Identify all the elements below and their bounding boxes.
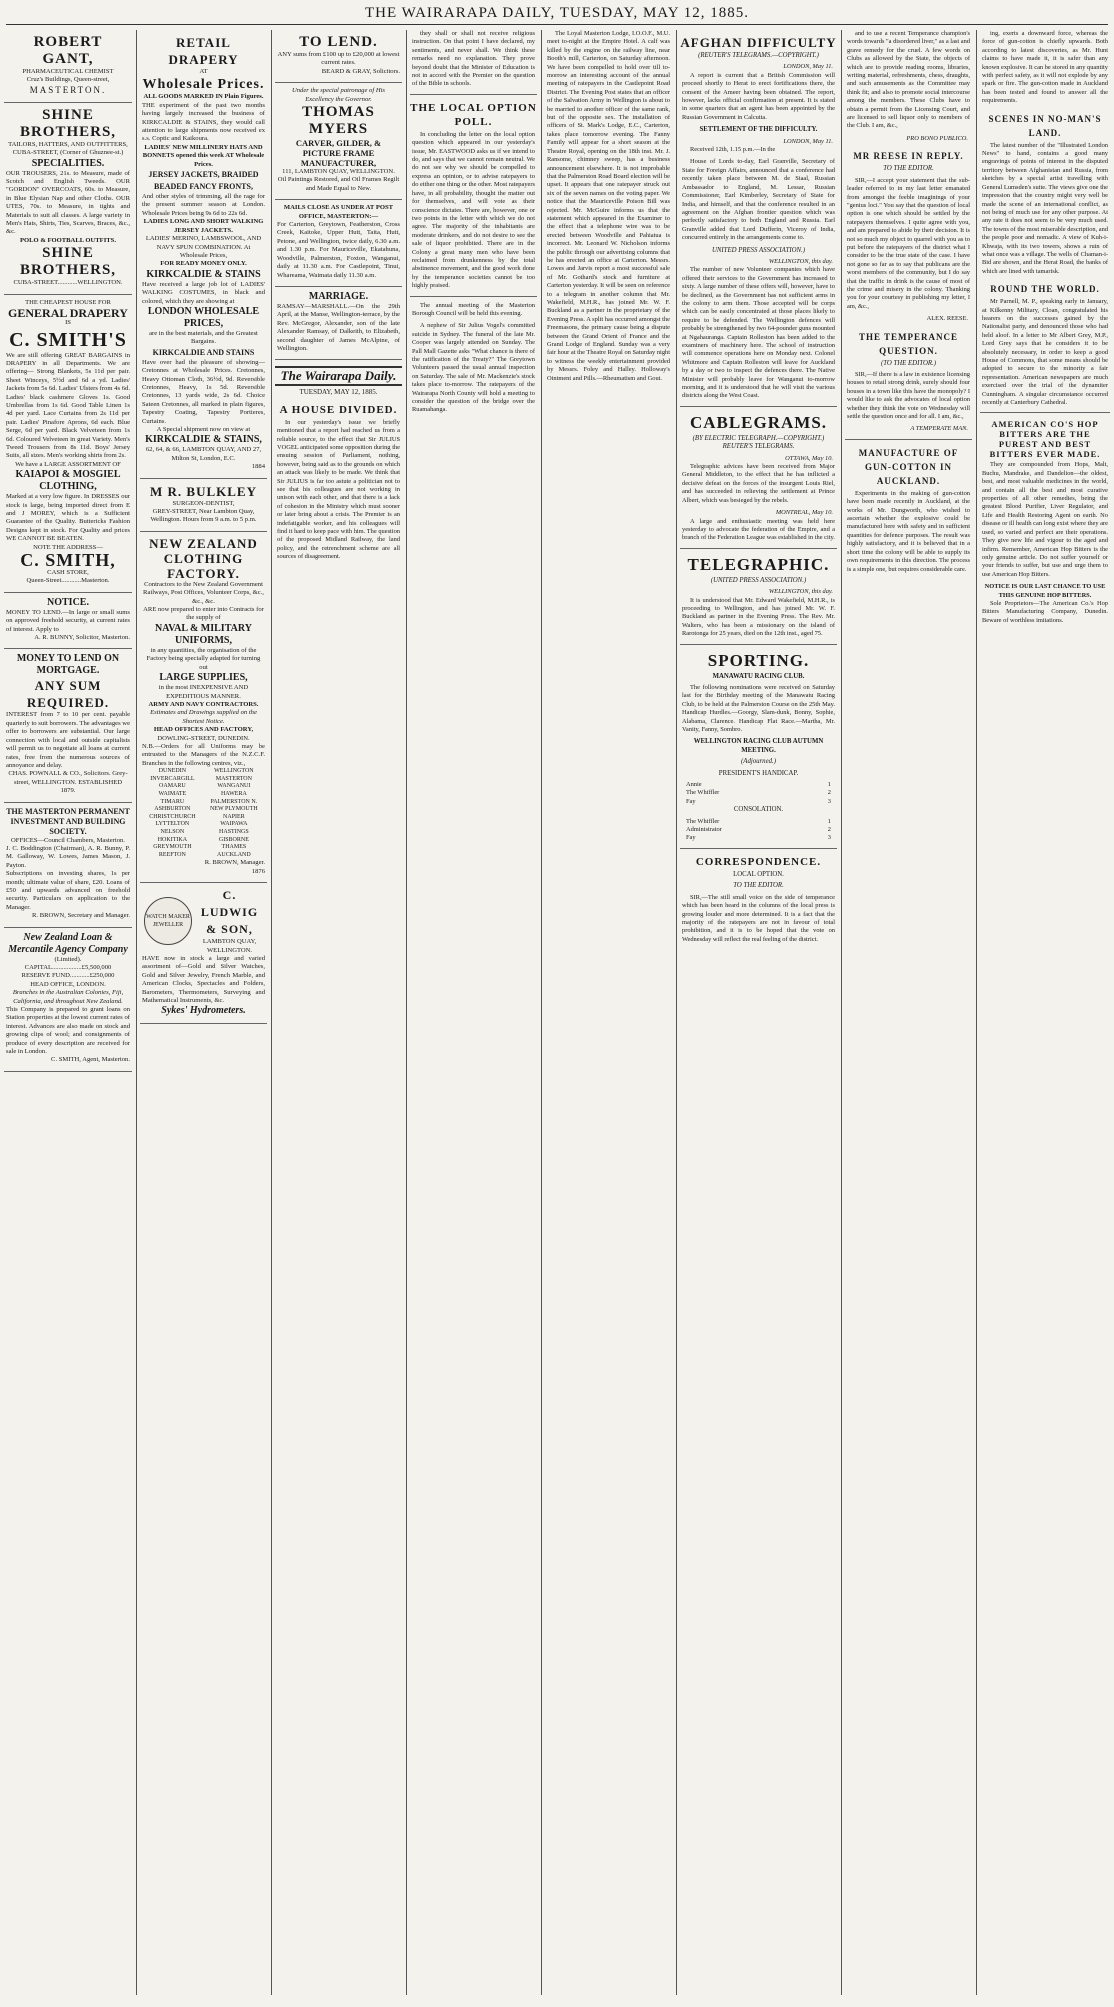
manawatu-title: MANAWATU RACING CLUB.	[712, 672, 805, 680]
column-rule	[676, 30, 677, 1995]
marriage-notice	[275, 287, 402, 360]
retail-at: AT	[199, 68, 208, 75]
divider	[680, 548, 837, 549]
cheapest-house: THE CHEAPEST HOUSE FOR	[25, 298, 111, 306]
divider	[680, 406, 837, 407]
gun-cotton-title: MANUFACTURE OF GUN-COTTON IN AUCKLAND.	[858, 447, 959, 486]
volunteer-text: The number of new Volunteer companies which have offered their services to the Government has increased to sixty. A large number of these offers will, however, have to be declined, as the Government has not sufficient arms in the colony to arm them. Those accepted will be corps which can be easily concentrated at those places likely to require to be defended. The Wellington defences will probably be strengthened by two 64-pounder guns mounted at Ngahauranga. Captain Rolleston has been added to the examiners of machinery here. The school of instruction will commence operations here on Monday next. Colonel Whitmore and Captain Rolleston will leave for Auckland by a day or two to inspect the defences there. The Native Minister will probably leave for Wanganui to-morrow morning, and it is understood that he will visit the various districts along the West Coast.	[682, 266, 835, 400]
ludwig-header	[142, 887, 265, 955]
building-society-advert	[4, 803, 132, 928]
cable-text: Telegraphic advices have been received from Major General Middleton, to the effect that he has inflicted a decisive defeat on the forces of the insurgent Louis Riel, and has succeeded in relieving the settlement at Prince Albert, which was besieged by the rebels.	[682, 463, 835, 504]
naval-text: in any quantities, the organisation of the Factory being specially adapted for turning out	[146, 646, 261, 671]
correspondence-title: CORRESPONDENCE.	[695, 855, 822, 868]
smith-advert	[4, 295, 132, 593]
column-5	[545, 30, 672, 1995]
myers-sub: CARVER, GILDER, & PICTURE FRAME MANUFACTURER,	[295, 138, 382, 169]
shine-footer: CUBA-STREET............WELLINGTON.	[13, 279, 123, 287]
smith-agent: C. SMITH, Agent, Masterton.	[51, 1056, 130, 1064]
wellington-dateline-1: WELLINGTON, this day.	[768, 257, 833, 265]
year-1876: 1876	[251, 867, 265, 875]
head-offices: HEAD OFFICES AND FACTORY,	[153, 726, 254, 734]
sporting-text: The following nominations were received on Saturday last for the Birthday meeting of the Manawatu Racing Club, to be held at the Palmerston Course on the 25th May. Handicap Hurdles.—Goorgy, Slam-dunk, Bonny, Sophie, Alabama, Clarence. Handicap Flat Race.—Martha, Mr. Vanity, Fanny, Sombro.	[682, 683, 835, 733]
letter-continued: and to use a recent Temperance champion's words towards "a disordered liver," as a last and grave remedy for the cruel. A few words on Clubs as allowed by the State, the objects of which are to provide reading rooms, libraries, writing material, refreshments, chess, draughts, and such amusements as the Committee may think fit; and also to promote social intercourse among the members. These Clubs have to obtain a permit from the Licensing Court, and are licensed to sell liquor only to members of the Club. I am, &c.,	[847, 30, 970, 130]
to-lend-text: ANY sums from £100 up to £20,000 at lowest current rates.	[277, 51, 400, 67]
masthead-rule	[6, 24, 1108, 25]
london-wholesale: LONDON WHOLESALE PRICES,	[147, 305, 260, 329]
branch-town: GISBORNE	[218, 836, 249, 843]
shine-address: CUBA-STREET, (Corner of Ghuznee-st.)	[12, 149, 124, 157]
column-6	[680, 30, 837, 1995]
race-row	[680, 781, 837, 789]
nz-loan-limited: (Limited).	[54, 955, 82, 963]
race-row	[680, 818, 837, 826]
branch-town: WANGANUI	[217, 783, 251, 790]
to-lend-title: TO LEND.	[299, 34, 378, 50]
society-directors: J. C. Boddington (Chairman), A. R. Bunny, P. M. Galloway, W. Lowes, James Mason, J. Payton.	[6, 844, 130, 869]
estimates: Estimates and Drawings supplied on the Shortest Notice.	[150, 709, 257, 725]
general-drapery: GENERAL DRAPERY	[8, 306, 128, 321]
jersey-title: JERSEY JACKETS, BRAIDED BEADED FANCY FRONTS,	[148, 170, 259, 192]
wrc-title: WELLINGTON RACING CLUB AUTUMN MEETING.	[693, 738, 824, 754]
no-mans-land-title: SCENES IN NO-MAN'S LAND.	[988, 113, 1102, 138]
wellington-dateline-2: WELLINGTON, this day.	[768, 588, 833, 596]
branch-town: DUNEDIN	[158, 768, 187, 775]
marriage-text: RAMSAY—MARSHALL.—On the 29th April, at the Manse, Wellington-terrace, by the Rev. McGregor, Alexander, son of the late Alexander Ramsay, of Dalkeith, to Elizabeth, second daughter of James McAlpine, of Wellington.	[277, 302, 400, 352]
gant-town: MASTERTON.	[29, 84, 107, 95]
london-dateline-2: LONDON, May 11.	[783, 137, 833, 145]
placing: 2	[827, 789, 831, 797]
specialities-text: OUR TROUSERS, 21s. to Measure, made of Scotch and English Tweeds. OUR "GORDON" OVERCOATS, 60s. to Measure, in Blue Elysian Nap and other Cloths. OUR UTES, 70s. to Measure, in tights and Materials to suit all classes. A large variety in Men's Hats, Shirts, Ties, Scarves, Braces, &c., &c.	[6, 169, 130, 236]
notice-title: NOTICE.	[47, 596, 89, 608]
gant-address: Cruz's Buildings, Queen-street,	[26, 76, 110, 84]
large-supplies: LARGE SUPPLIES,	[159, 672, 248, 684]
column-3	[275, 30, 402, 1995]
nz-loan-reserve: RESERVE FUND............£250,000	[21, 972, 115, 980]
column-2	[140, 30, 267, 1995]
house-divided-title: A HOUSE DIVIDED.	[279, 403, 398, 416]
patronage: Under the special patronage of His Excellency the Governor.	[292, 87, 385, 103]
branch-town: WELLINGTON	[214, 768, 254, 775]
branch-town: REEFTON	[158, 851, 186, 858]
mails-notice	[275, 200, 402, 287]
money-advert	[4, 649, 132, 802]
race-row	[680, 834, 837, 842]
column-rule	[406, 30, 407, 1995]
house-divided-text: In our yesterday's issue we briefly mentioned that a report had reached us from a reliable source, to the effect that Sir JULIUS VOGEL anticipated some opposition during the ensuing session of Parliament, nothing, however, being said as to the grounds on which an attack was likely to be made. We think that Sir JULIUS is far too astute a politician not to see that his colleagues are not working in unison with each other, and that there is a lack of cohesion in the Ministry which must sooner or later bring about a crisis. The Premier is an indefatigable worker, and his colleagues will find it hard to keep pace with him. The question of the proposed Midland Railway, the land policy, and the retrenchment scheme are all sources of disagreement.	[277, 418, 400, 561]
shine-title-2: SHINE BROTHERS,	[19, 245, 117, 279]
column-rule	[136, 30, 137, 1995]
cash-store: CASH STORE,	[47, 569, 89, 577]
brown-manager: R. BROWN, Manager.	[204, 859, 265, 867]
placing: 3	[827, 834, 831, 842]
prepared: ARE now prepared to enter into Contracts for the supply of	[143, 606, 264, 622]
ludwig-advert	[140, 883, 267, 1024]
round-world-text: Mr Parnell, M. P., speaking early in January, at Kilkenny Military, Cloan, congratulated his hearers on the successes gained by the Nationalist party, and denounced those who had held aloof. In a letter to Mr Albert Grey, M.P., Lord Grey says that he considers it to be absolutely necessary, in order to keep a good House of Commons, that some means should be adopted to secure to the minority a fair representation. American newspapers are much exercised over the trial of the dynamiter Cunningham. A singular circumstance occurred recently at Canterbury Cathedral.	[982, 298, 1108, 407]
horse-name: Administrator	[686, 826, 722, 834]
ladies-millinery: LADIES' NEW MILLINERY HATS AND BONNETS opened this week AT Wholesale Prices.	[142, 143, 265, 168]
afghan-text: A report is current that a British Commission will proceed shortly to Herat to erect fortifications there, the consent of the Ameer having been obtained. The report, however, lacks official confirmation at present. It is stated in some quarters that an agent has been appointed by the Russian Government in Calcutta.	[682, 71, 835, 121]
race-row	[680, 826, 837, 834]
gun-cotton-continued: ing, exerts a downward force, whereas the force of gun-cotton is chiefly upwards. Both according to latest discoveries, as Mr. Hunt claims to have made it, it is safer than any known explosive. It can be stored in any quantity with perfect safety, as it will not explode by any spark or fire. The gun-cotton made in Auckland has been tested and found to answer all the requirements.	[982, 30, 1108, 105]
kirkcaldie-text-1: Have received a large job lot of LADIES' WALKING COSTUMES, in black and colored, which they are showing at	[142, 280, 265, 305]
to-the-editor-2: TO THE EDITOR.	[883, 165, 934, 173]
is-label: IS	[65, 319, 71, 327]
column-rule	[271, 30, 272, 1995]
smiths-title: C. SMITH'S	[9, 328, 127, 351]
tel-source: (UNITED PRESS ASSOCIATION.)	[710, 576, 807, 584]
race-row	[680, 798, 837, 806]
retail-title: RETAIL DRAPERY	[168, 35, 239, 67]
army-navy: ARMY AND NAVY CONTRACTORS.	[148, 700, 259, 708]
nz-loan-text: This Company is prepared to grant loans on Station properties at the lowest current rates of interest. Advances are also made on stock and growing clips of wool; and consignments of produce of every description are received for sale in London.	[6, 1006, 130, 1056]
race-row	[680, 789, 837, 797]
surgeon-dentist: SURGEON-DENTIST,	[172, 499, 235, 507]
reese-sig: ALEX. REESE.	[926, 315, 968, 323]
sykes-hydrometers: Sykes' Hydrometers.	[161, 1005, 246, 1017]
placing: 1	[827, 781, 831, 789]
kaiapoi-title: KAIAPOI & MOSGIEL CLOTHING,	[15, 469, 121, 493]
clothing-factory-title: NEW ZEALAND CLOTHING FACTORY.	[149, 535, 258, 581]
branch-town: THAMES	[221, 844, 247, 851]
montreal-dateline: MONTREAL, May 10.	[775, 509, 833, 517]
annual-meeting: The annual meeting of the Masterton Borough Council will be held this evening.	[412, 301, 535, 317]
horse-name: Annie	[686, 781, 702, 789]
brown-sig: R. BROWN, Secretary and Manager.	[32, 912, 130, 920]
column-7	[845, 30, 972, 1995]
nz-loan-title: New Zealand Loan & Mercantile Agency Company	[8, 931, 128, 955]
local-option-title: THE LOCAL OPTION POLL.	[410, 101, 537, 128]
kirkcaldie-text-2: Have over had the pleasure of showing—Cretonnes at Wholesale Prices. Cretonnes, Heavy Ottoman Cloth, 36½d, 9d. Reversible Cretonnes, Heavy, 1s 5d. Reversible Cretonnes, 13 yards wide, 2s 6d. Choice Sateen Cretonnes, all marked in plain figures, Tapestry Coating, Tapestry Portieres, Curtains.	[142, 358, 265, 425]
shine-title: SHINE BROTHERS,	[19, 106, 117, 140]
cablegrams-title: CABLEGRAMS.	[689, 412, 828, 432]
correspondence-text: SIR,—The still small voice on the side of temperance which has been heard in the columns of the local press is growing louder and more determined. It is a fact that the majority of the ratepayers are not in favour of total prohibition, and it is to be hoped that the vote on Wednesday will reflect the real feeling of the district.	[682, 893, 835, 943]
ludwig-text: HAVE now in stock a large and varied assortment of—Gold and Silver Watches, Gold and Silver Jewelry, French Marble, and American Clocks, Spectacles and Folders, Barometers, Thermometers, Surveying and Mathematical Instruments, &c.	[142, 954, 265, 1004]
clothing-factory-advert	[140, 532, 267, 883]
specialities-title: SPECIALITIES.	[31, 157, 105, 169]
divider	[845, 439, 972, 440]
settlement-title: SETTLEMENT OF THE DIFFICULTY.	[699, 126, 818, 134]
branch-town: NELSON	[160, 828, 185, 835]
montreal-text: A large and enthusiastic meeting was held here yesterday to advocate the federation of the Empire, and a branch of the Federation League was established in the city.	[682, 517, 835, 542]
myers-text: Oil Paintings Restored, and Oil Frames Regilt and Made Equal to New.	[277, 176, 400, 192]
kaiapoi-intro: We have a LARGE ASSORTMENT OF	[15, 460, 121, 468]
divider	[980, 412, 1110, 413]
reese-text: SIR,—I accept your statement that the sub-leader referred to in my last letter emanated from amongst the feeble imaginings of your "genius loci." You say that the question of local option is one which should be settled by the ratepayers themselves. I quite agree with you, and am prepared to abide by their decision. It is not so much my object to quarrel with you as to put before the ratepayers of the district what I consider to be the true state of the case. I have not gone so far as to say that publicans are the worst members of the community, but I do say that the traffic in drink is the cause of most of the crime and misery in the colony. Thanking you for your courtesy in publishing my letter, I am, &c.,	[847, 176, 970, 310]
placing: 1	[827, 817, 831, 825]
temperance-text: SIR,—If there is a law in existence licensing houses to retail strong drink, surely should four houses in a town like this have the monopoly? I would like to ask the advocates of local option whether they think the vote on Wednesday will settle the question once and for all. I am, &c.,	[847, 371, 970, 421]
notice-text: MONEY TO LEND.—In large or small sums on approved freehold security, at current rates of interest. Apply to	[6, 608, 130, 633]
temperance-editor: (TO THE EDITOR.)	[880, 359, 937, 367]
society-title: THE MASTERTON PERMANENT INVESTMENT AND BUILDING SOCIETY.	[6, 806, 130, 836]
divider	[680, 848, 837, 849]
editorial-continued: they shall or shall not receive religious instruction. On that point I have declared, my sentiments, and never shall. We think these remarks need no explanation. They prove beyond doubt that the Minister of Education is not in accord with the Premier on the question of the Bible in schools.	[412, 30, 535, 88]
nz-loan-branches: Branches in the Australian Colonies, Fiji, California, and throughout New Zealand.	[12, 989, 124, 1005]
paper-nameplate: The Wairarapa Daily.	[275, 366, 402, 386]
divider	[410, 296, 537, 297]
column-1	[4, 30, 132, 1995]
branch-town: PALMERSTON N.	[210, 798, 258, 805]
kirkcaldie-address: 62, 64, & 66, LAMBTON QUAY, AND 27, Milton St, London, E.C.	[145, 446, 262, 462]
branch-town: GREYMOUTH	[153, 844, 192, 851]
smiths-text: We are still offering GREAT BARGAINS in DRAPERY in all Departments. We are offering— Strong Blankets, 5s 11d per pair. Sheet Winceys, 5½d and 6d a yd. Ladies' Jackets from 5s 6d. Ladies' Ulsters from 4s 6d. Ladies' black cashmere Gloves 1s. Good Umbrellas from 1s 6d. Good Table Linen 1s 4d per yard. Lace Curtains from 2s 11d per pair. Ladies' Pinafore Aprons, 6d each. Blue Serge, 6d per yard. Black Velveteen from 1s 6d. Coloured Velveteen in great Variety. Men's Tweed Trousers from 8s 11d. Boys' Jersey Suits, all sizes. Men's working shirts from 2s.	[6, 351, 130, 460]
greatest-bargains: are in the best materials, and the Greatest Bargains.	[149, 329, 258, 346]
to-the-editor-1: TO THE EDITOR.	[733, 882, 784, 890]
wholesale-prices: Wholesale Prices.	[142, 77, 265, 93]
kirkcaldie-title-2: KIRKCALDIE AND STAINS	[152, 347, 255, 357]
branch-town: AUCKLAND	[217, 851, 251, 858]
contractors: Contractors to the New Zealand Government Railways, Post Offices, Volunteer Corps, &c., &c., &c.	[143, 580, 264, 605]
kirkcaldie-title-3: KIRKCALDIE & STAINS,	[145, 434, 262, 446]
queen-street: Queen-Street............Masterton.	[26, 577, 110, 585]
watch-logo-icon	[144, 897, 192, 945]
gun-cotton-text: Experiments in the making of gun-cotton have been made recently in Auckland, at the works of Mr. Dungworth, who wished to ascertain whether the explosive could be manufactured here with safety and in sufficient quantities for defence purposes. The result was highly satisfactory, and it is believed that in a short time the colony will be able to supply its own requirements in this direction. The process is a simple one, but requires considerable care.	[847, 489, 970, 573]
beard-gray: BEARD & GRAY, Solicitors.	[321, 67, 400, 75]
society-text: Subscriptions on investing shares, 1s per month; ultimate value of share, £20. Loans of £50 and upwards advanced on freehold security. Particulars on application to the Manager.	[6, 870, 130, 911]
branch-town: TIMARU	[160, 798, 185, 805]
nz-loan-head-office: HEAD OFFICE, LONDON.	[30, 980, 106, 988]
pownall-sig: CHAS. POWNALL & CO., Solicitors. Grey-street, WELLINGTON. ESTABLISHED 1879.	[8, 770, 128, 795]
branch-town: LYTTELTON	[155, 821, 190, 828]
branch-town: WAIMATE	[158, 790, 187, 797]
masthead: THE WAIRARAPA DAILY, TUESDAY, MAY 12, 1885.	[364, 5, 750, 21]
bulkley-title: M R. BULKLEY	[150, 483, 257, 499]
ottawa-dateline: OTTAWA, May 10.	[785, 454, 833, 462]
society-offices: OFFICES—Council Chambers, Masterton.	[11, 836, 125, 844]
naval-military: NAVAL & MILITARY UNIFORMS,	[155, 622, 252, 646]
upa-source: UNITED PRESS ASSOCIATION.)	[711, 246, 806, 254]
branch-towns	[142, 768, 265, 859]
cable-source: (BY ELECTRIC TELEGRAPH.—COPYRIGHT.) REUTER'S TELEGRAMS.	[692, 434, 825, 451]
to-lend-advert	[275, 30, 402, 83]
horse-name: The Whiffler	[686, 817, 720, 825]
shine-sub: TAILORS, HATTERS, AND OUTFITTERS,	[8, 140, 128, 148]
gant-advert	[4, 30, 132, 103]
local-option-text: In concluding the letter on the local option question which appeared in our yesterday's issue, Mr. EASTWOOD asks us if we intend to do, and says that we cannot remain neutral. We do not see why we should be compelled to express an opinion, or to advise ratepayers to do either one thing or the other. Most ratepayers have, in all probability, thought the matter out for themselves, and will vote as their conscience dictates. There are, however, one or two points in the letter with which we do not agree. The majority of the inhabitants are moderate drinkers, and do not desire to see the sale of liquor prohibited. There are in the Colony a great many men who have been reclaimed from drunkenness by the total abstinence movement, and the good work done by the temperance societies cannot be too highly praised.	[412, 130, 535, 290]
london-dateline-1: LONDON, May 11.	[783, 63, 833, 71]
telegraphic-title: TELEGRAPHIC.	[687, 554, 830, 574]
branch-town: INVERCARGILL	[150, 775, 195, 782]
no-mans-land-text: The latest number of the "Illustrated London News" to hand, contains a good many engravings of points of interest in the disputed territory between Afghanistan and Russia, from sketches by a special artist travelling with General Lumsden's suite. The views give one the impression that the country might very well be made the scene of an international conflict, as not being of much use for any other purpose. At any rate it does not seem to be very much used. The towns of the most miserable description, and the people poor and nomadic. A view of Kuh-i-Khwaja, with its two towers, shows a ruin of what once was a village. The wells of Chaman-i-Bid are shown, and the Herat Road, the banks of which are lined with tamarisk.	[982, 141, 1109, 275]
pro-bono-sig: PRO BONO PUBLICO.	[906, 134, 968, 142]
marriage-title: MARRIAGE.	[308, 290, 369, 302]
horse-name: Fay	[686, 797, 696, 805]
kaiapoi-text: Marked at a very low figure. In DRESSES our stock is large, being imported direct from E and J MOREY, which is a Sufficient Guarantee of the Quality. Buttericks Fashion Designs kept in stock. For Quality and prices WE CANNOT BE BEATEN.	[6, 493, 130, 543]
sporting-title: SPORTING.	[707, 650, 810, 670]
presidents-handicap: PRESIDENT'S HANDICAP.	[718, 769, 799, 777]
temperance-title: THE TEMPERANCE QUESTION.	[858, 331, 959, 356]
mails-title: MAILS CLOSE AS UNDER AT POST OFFICE, MASTERTON:—	[283, 204, 394, 220]
money-lend: MONEY TO LEND ON MORTGAGE.	[16, 653, 120, 677]
shine-advert	[4, 103, 132, 295]
branch-town: MASTERTON	[215, 775, 252, 782]
bunny-sig: A. R. BUNNY, Solicitor, Masterton.	[34, 634, 130, 642]
branch-town: NEW PLYMOUTH	[209, 806, 258, 813]
branch-town: OAMARU	[159, 783, 186, 790]
any-sum-text: INTEREST from 7 to 10 per cent. payable quarterly to suit borrowers. The advantages we offer to borrowers are substantial. Our large connection with local and outside capitalists will permit us to negotiate all loans at current rates, free from the numerous sources of annoyance and delay.	[6, 711, 130, 769]
branch-town: HASTINGS	[219, 828, 249, 835]
telegraphic-text: It is understood that Mr. Edward Wakefield, M.H.R., is proceeding to Wellington, and has joined Mr. W. F. Buckland as partner in the Evening Press. The Rev. Mr. Walters, who has been a missionary on the island of Rarotonga for 25 years, died on the 12th inst., aged 75.	[682, 596, 835, 638]
afghan-title: AFGHAN DIFFICULTY	[680, 35, 837, 50]
ready-money: FOR READY MONEY ONLY.	[160, 260, 247, 268]
race-results-1	[680, 781, 837, 806]
local-news: A nephew of Sir Julius Vogel's committed suicide in Sydney. The funeral of the late Mr. Cooper was largely attended on Sunday. The Pall Mall Gazette asks "What chance is there of the ratification of the Treaty?" The Greytown Volunteers passed the usual annual inspection on Saturday. The sale of Mr. Mackenzie's stock takes place to-morrow. The ratepayers of the Wairarapa North County will hold a meeting to consider the question of the bridge over the Ruamahanga.	[412, 322, 535, 414]
local-option-letter-title: LOCAL OPTION.	[733, 870, 784, 878]
smith-cash: C. SMITH,	[20, 550, 116, 571]
divider	[410, 94, 537, 95]
ladies-merino: LADIES' MERINO, LAMBSWOOL, AND NAVY SPUN COMBINATION. At Wholesale Prices,	[145, 235, 262, 259]
nz-loan-advert	[4, 928, 132, 1072]
hop-bitters-title: AMERICAN CO'S HOP BITTERS ARE THE PUREST AND BEST BITTERS EVER MADE.	[989, 419, 1101, 460]
special-shipment: A Special shipment now on view at	[156, 426, 251, 433]
column-rule	[541, 30, 542, 1995]
settlement-text: House of Lords to-day, Earl Granville, Secretary of State for Foreign Affairs, announced that a conference had recently taken place between M. de Staal, Russian Ambassador to England, M. Lessar, Russian Commissioner, Earl Kimberley, Secretary of State for India, and himself, and that the conference resulted in an agreement on the Afghan frontier question which was perfectly satisfactory to both England and Russia. Earl Granville added that Lord Dufferin, Viceroy of India, concurred entirely in the arrangements come to.	[682, 158, 835, 242]
column-rule	[976, 30, 977, 1995]
consolation-title: CONSOLATION.	[733, 806, 784, 814]
divider	[680, 644, 837, 645]
branch-town: NAPIER	[223, 813, 245, 820]
kirkcaldie-title-1: KIRKCALDIE & STAINS	[146, 268, 261, 280]
inexpensive: in the most INEXPENSIVE AND EXPEDITIOUS MANNER.	[158, 684, 249, 700]
notice-advert	[4, 593, 132, 650]
jersey-text: And other styles of trimming, all the rage for the present summer season at London. Wholesale Prices being 9s 6d to 22s 6d.	[142, 193, 265, 217]
column-8	[980, 30, 1110, 1995]
gant-sub: PHARMACEUTICAL CHEMIST	[22, 68, 114, 75]
placing: 2	[827, 826, 831, 834]
ludwig-title: C. LUDWIG & SON,	[200, 888, 259, 937]
towns-right-list	[210, 768, 258, 859]
branch-town: WAIPAWA	[220, 821, 248, 828]
branch-town: CHRISTCHURCH	[149, 813, 196, 820]
myers-advert	[275, 83, 402, 200]
column-4	[410, 30, 537, 1995]
nz-loan-capital: CAPITAL..................£5,500,000	[24, 964, 112, 971]
branch-town: ASHBURTON	[154, 806, 191, 813]
paper-date: TUESDAY, MAY 12, 1885.	[299, 388, 378, 397]
any-sum: ANY SUM REQUIRED.	[26, 678, 110, 711]
towns-left-list	[149, 768, 195, 859]
retail-drapery-advert	[140, 30, 267, 479]
ladies-long: LADIES LONG AND SHORT WALKING JERSEY JACKETS.	[143, 218, 264, 234]
myers-address: 111, LAMBTON QUAY, WELLINGTON.	[282, 168, 395, 176]
bulkley-address: GREY-STREET, Near Lambton Quay, Wellington. Hours from 9 a.m. to 5 p.m.	[150, 508, 257, 524]
local-paragraphs: The Loyal Masterton Lodge, I.O.O.F., M.U. meet to-night at the Empire Hotel. A calf was killed by the engine on the railway line, near Booth's mill, Carterton, on Saturday afternoon. We have been compelled to hold over till to-morrow an interesting account of the annual meeting of ratepayers in the Castlepoint Road District. The Evening Post states that an officer of the Salvation Army in Wellington is about to be married to another officer of the same rank, but of the opposite sex. The installation of officers of St. Mark's Lodge, E.C., Carterton, takes place tomorrow evening. The Fanny Family will appear for a short season at the Theatre Royal, opening on the 18th inst. Mr. J. Ransome, chimney sweep, has a business announcement elsewhere. It is not improbable that the Palmerston Road Board election will be upset. It appears that one ratepayer struck out six of the seven names on the voting paper. We notice that the Mauriceville Poison Bill was rejected. Mr. McGuire informs us that the statement which appeared in the Examiner to the effect that a telephone wire was to be erected between Woodville and Pahiatua is incorrect. Mr. Leonard W. Nicholson informs the public through our advertising columns that he has erected an office at Carterton. Messrs. Lowes and Jarvis report a most successful sale of Mr. Gothard's stock and furniture at Carterton yesterday. It will be seen on reference to a telegram in another column that Mr. Wakefield, M.H.R., has joined Mr. W. F. Buckland as a partner in the proprietary of the Evening Press. A split has occurred amongst the Freemasons, the primary cause being a dispute between the Grand Orient of France and the Grand Lodge of England. Sunday was a very fair hour at the Theatre Royal on Saturday night to witness the weekly entertainment provided by Messrs. Foley and Halley. Holloway's Ointment and Pills.—Rheumatism and Gout.	[547, 30, 670, 382]
experiment-text: THE experiment of the past two months having largely increased the business of KIRKCALDIE & STAINS, they would call attention to large shipments now received ex s.s. Coptic and Kaikoura.	[142, 101, 265, 143]
race-results-2	[680, 818, 837, 843]
horse-name: The Whiffler	[686, 789, 720, 797]
branches-notice: N.B.—Orders for all Uniforms may be entrusted to the Managers of the N.Z.C.F. Branches in the following centres, viz.,	[142, 742, 265, 767]
afghan-source: (REUTER'S TELEGRAMS.—COPYRIGHT.)	[698, 52, 819, 59]
mails-text: For Carterton, Greytown, Featherston, Cross Creek, Kaitoke, Upper Hutt, Taita, Hutt, Petone, and Wellington, twice daily, 6.30 a.m. and 1.30 p.m. For Mauriceville, Ekatahuna, Woodville, Palmerston, Foxton, Wanganui, daily at 11.30 a.m. For Castlepoint, Tinui, Whareama, Waimata daily 11.30 a.m.	[277, 221, 400, 279]
hop-bitters-text: They are compounded from Hops, Malt, Buchu, Mandrake, and Dandelion—the oldest, best, and most valuable medicines in the world, and contain all the best and most curative properties of all other remedies, being the greatest Blood Purifier, Liver Regulator, and Life and Health Restoring Agent on earth. No disease or ill health can long exist where they are used, so varied and perfect are their operations. They give new life and vigour to the aged and infirm. Remember, American Hop Bitters is the only genuine article. Do not suffer yourself or your friends to suffer, but use and urge them to use American Hop Bitters.	[982, 461, 1108, 578]
placing: 3	[827, 797, 831, 805]
all-goods: ALL GOODS MARKED IN Plain Figures.	[143, 93, 264, 101]
note-address: NOTE THE ADDRESS—	[33, 543, 103, 551]
gant-title: ROBERT GANT,	[33, 34, 103, 67]
reese-reply-title: MR REESE IN REPLY.	[853, 151, 964, 162]
dowling-street: DOWLING-STREET, DUNEDIN.	[157, 734, 250, 742]
branch-town: HAWERA	[220, 790, 247, 797]
logo-text: WATCH MAKER JEWELLER	[146, 913, 190, 928]
bulkley-advert	[140, 479, 267, 532]
year-1884: 1884	[251, 463, 265, 471]
hop-notice: NOTICE IS OUR LAST CHANCE TO USE THIS GENUINE HOP BITTERS.	[984, 583, 1106, 599]
polo-outfits: POLO & FOOTBALL OUTFITS.	[20, 236, 116, 244]
column-rule	[841, 30, 842, 1995]
branch-town: HOKITIKA	[157, 836, 188, 843]
received-line: Received 12th, 1.15 p.m.—In the	[690, 146, 776, 154]
adjourned: (Adjourned.)	[741, 758, 776, 766]
ludwig-address: LAMBTON QUAY, WELLINGTON.	[202, 938, 257, 954]
round-world-title: ROUND THE WORLD.	[990, 284, 1100, 295]
hop-footer: Sole Proprietors—The American Co.'s Hop Bitters Manufacturing Company, Dunedin. Beware of worthless imitations.	[982, 599, 1108, 624]
horse-name: Fay	[686, 834, 696, 842]
temperance-sig: A TEMPERATE MAN.	[910, 425, 968, 433]
myers-title: THOMAS MYERS	[302, 104, 375, 138]
